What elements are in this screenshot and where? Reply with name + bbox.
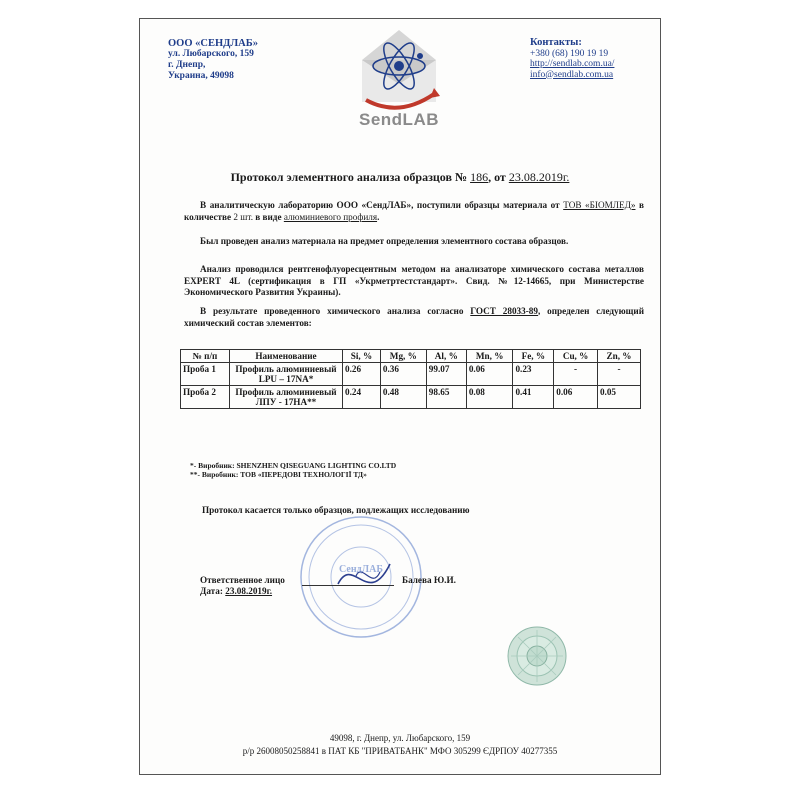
p4-gost: ГОСТ 28033-89	[470, 306, 538, 316]
table-header: Si, %	[343, 350, 381, 363]
table-row	[181, 386, 641, 409]
responsible-label: Ответственное лицо	[200, 575, 285, 585]
stamp-text: СендЛАБ	[339, 564, 383, 575]
table-cell: 0.06	[466, 363, 513, 386]
table-cell: 0.24	[343, 386, 381, 409]
contacts-phone: +380 (68) 190 19 19	[530, 48, 609, 59]
paragraph-method: Анализ проводился рентгенофлуоресцентным методом на анализаторе химического состава металлов EXPERT 4L (сертификация в ГП «Укрметртестстандарт». Свид. №12-14665, при Министерстве Экономического Развития Украины).	[184, 264, 644, 297]
table-cell: 0.48	[380, 386, 426, 409]
footnote-1: *- Виробник: SHENZHEN QISEGUANG LIGHTING CO.LTD	[190, 461, 397, 470]
table-cell: 0.26	[343, 363, 381, 386]
table-cell: 99.07	[426, 363, 466, 386]
contacts-block	[530, 38, 614, 80]
p4-text-a: В результате проведенного химического анализа согласно	[200, 306, 464, 316]
table-cell: 0.05	[597, 386, 640, 409]
protocol-note: Протокол касается только образцов, подлежащих исследованию	[202, 505, 470, 515]
heading-mid: , от	[488, 170, 506, 184]
table-cell: Проба 1	[181, 363, 230, 386]
table-row	[181, 363, 641, 386]
hologram-seal	[506, 625, 568, 687]
heading-number: 186	[470, 170, 489, 184]
signature-line	[302, 585, 394, 586]
signature-date: 23.08.2019г.	[225, 586, 273, 596]
responsible-name: Балева Ю.И.	[402, 575, 456, 585]
table-header: Cu, %	[554, 350, 598, 363]
table-header: Mn, %	[466, 350, 513, 363]
table-header: Fe, %	[513, 350, 554, 363]
heading-date: 23.08.2019г.	[508, 170, 570, 184]
company-city: г. Днепр,	[168, 60, 206, 70]
company-block	[168, 38, 258, 82]
table-cell: -	[597, 363, 640, 386]
table-cell: 0.23	[513, 363, 554, 386]
contacts-site-link[interactable]: http://sendlab.com.ua/	[530, 59, 615, 69]
p1-text-c: в виде	[255, 211, 282, 222]
table-cell: 0.41	[513, 386, 554, 409]
contacts-title: Контакты:	[530, 37, 582, 48]
p1-text-b: в количестве	[184, 200, 645, 222]
p1-material: алюминиевого профиля	[283, 211, 378, 222]
contacts-email-link[interactable]: info@sendlab.com.ua	[530, 69, 614, 80]
table-cell: Проба 2	[181, 386, 230, 409]
paragraph-analysis: Был проведен анализ материала на предмет определения элементного состава образцов.	[200, 236, 569, 246]
p1-end: .	[377, 211, 380, 222]
sendlab-logo	[354, 26, 444, 136]
protocol-heading	[140, 170, 660, 185]
table-cell: Профиль алюминиевый ЛПУ - 17НА**	[230, 386, 343, 409]
p1-client: ТОВ «БІОМЛЕД»	[563, 200, 636, 210]
p1-qty: 2 шт.	[233, 211, 253, 222]
company-name: ООО «СЕНДЛАБ»	[168, 38, 258, 49]
company-street: ул. Любарского, 159	[168, 49, 254, 59]
table-header: № п/п	[181, 350, 230, 363]
footer-address: 49098, г. Днепр, ул. Любарского, 159	[329, 733, 471, 743]
table-cell: 0.06	[554, 386, 598, 409]
table-cell: 0.36	[380, 363, 426, 386]
logo-text: SendLAB	[359, 110, 439, 129]
footer-bank: р/р 26008050258841 в ПАТ КБ "ПРИВАТБАНК" МФО 305299 ЄДРПОУ 40277355	[242, 746, 558, 756]
table-cell: -	[554, 363, 598, 386]
date-label: Дата:	[200, 586, 223, 596]
paragraph-result	[184, 306, 644, 329]
signature-block	[200, 575, 285, 597]
company-country: Украина, 49098	[168, 71, 234, 81]
p1-text-a: В аналитическую лабораторию ООО «СендЛАБ», поступили образцы материала от	[200, 200, 560, 210]
hologram-icon	[506, 625, 568, 687]
table-header: Наименование	[230, 350, 343, 363]
table-cell: 98.65	[426, 386, 466, 409]
heading-prefix: Протокол элементного анализа образцов №	[230, 170, 468, 184]
footnote-2: **- Виробник: ТОВ «ПЕРЕДОВІ ТЕХНОЛОГІЇ ТД»	[190, 470, 367, 479]
footnotes	[190, 461, 396, 479]
paragraph-receipt	[184, 200, 644, 223]
table-header: Al, %	[426, 350, 466, 363]
table-header-row	[181, 350, 641, 363]
table-header: Mg, %	[380, 350, 426, 363]
results-table	[180, 349, 641, 409]
table-header: Zn, %	[597, 350, 640, 363]
p4-text-b: , определен следующий химический состав элементов:	[184, 306, 645, 328]
table-cell: Профиль алюминиевый LPU – 17NA*	[230, 363, 343, 386]
date-line	[200, 586, 285, 597]
document-page	[139, 18, 661, 775]
table-cell: 0.08	[466, 386, 513, 409]
